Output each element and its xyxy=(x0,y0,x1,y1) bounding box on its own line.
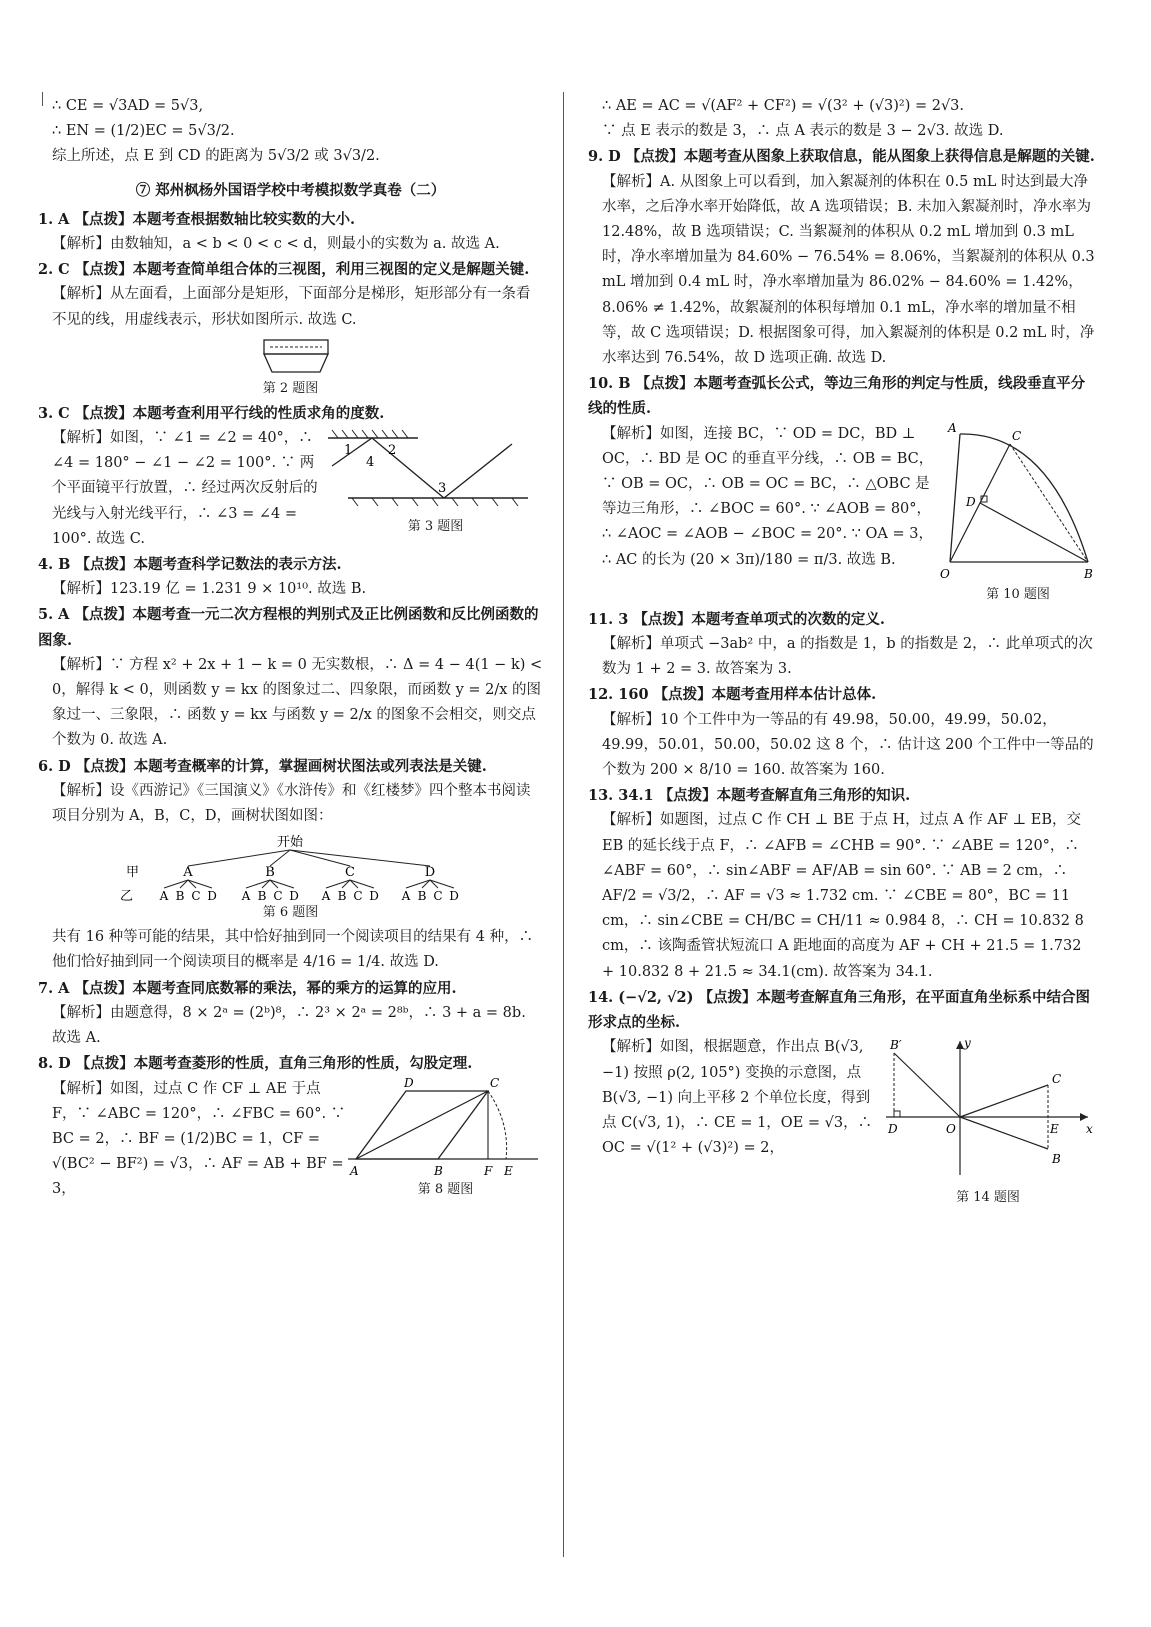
line: ∴ AE = AC = √(AF² + CF²) = √(3² + (√3)²) = 2√3. xyxy=(602,98,965,114)
tree-node: A xyxy=(183,865,193,881)
f14-label: x xyxy=(1086,1122,1093,1137)
figure-3-caption: 第 3 题图 xyxy=(407,519,464,535)
question-13: 13. 34.1 【点拨】本题考查解直角三角形的知识. xyxy=(588,787,911,805)
solution-4: 【解析】123.19 亿 = 1.231 9 × 10¹⁰. 故选 B. xyxy=(52,581,367,598)
f10-label: B xyxy=(1084,566,1093,581)
f14-label: O xyxy=(946,1122,956,1137)
line: ∴ CE = √3AD = 5√3, xyxy=(52,98,204,114)
figure-6-caption: 第 6 题图 xyxy=(262,905,319,921)
f14-label: D xyxy=(888,1122,898,1137)
q8-block xyxy=(38,1077,543,1203)
tree-leaf: A xyxy=(241,889,251,904)
tree-leaf: D xyxy=(289,889,299,904)
figure-3-drawing xyxy=(328,426,543,514)
tree-leaves xyxy=(159,880,459,903)
tree-leaf: C xyxy=(273,889,283,904)
question-1: 1. A 【点拨】本题考查根据数轴比较实数的大小. xyxy=(38,210,356,228)
question-5: 5. A 【点拨】本题考查一元二次方程根的判别式及正比例函数和反比例函数的图象. xyxy=(38,606,539,649)
figure-2-drawing xyxy=(38,336,543,380)
tree-root: 开始 xyxy=(276,835,304,851)
question-3: 3. C 【点拨】本题考查利用平行线的性质求角的度数. xyxy=(38,404,385,422)
tree-leaf: C xyxy=(191,889,201,904)
tree-level2-label: 乙 xyxy=(120,889,134,905)
figure-10-drawing xyxy=(938,422,1098,582)
tree-node: B xyxy=(265,865,275,881)
solution-8: 【解析】如图，过点 C 作 CF ⊥ AE 于点 F，∵ ∠ABC = 120°，∴ ∠FBC = 60°. ∵ BC = 2，∴ BF = (1/2)BC = 1，CF = √(BC² − BF²) = √3，∴ AF = AB + BF = 3， xyxy=(52,1080,346,1198)
f3-label: 4 xyxy=(366,455,375,471)
figure-8-drawing xyxy=(348,1077,543,1177)
f10-label: D xyxy=(966,494,976,509)
tree-leaf: A xyxy=(401,889,411,904)
section-heading: ⑦ 郑州枫杨外国语学校中考模拟数学真卷（二） xyxy=(135,181,446,199)
tree-leaf: D xyxy=(369,889,379,904)
line: ∴ EN = (1/2)EC = 5√3/2. xyxy=(52,123,235,140)
f3-label: 3 xyxy=(438,481,447,497)
f14-label: E xyxy=(1050,1122,1059,1137)
f10-label: C xyxy=(1012,428,1022,443)
solution-7: 【解析】由题意得，8 × 2ᵃ = (2ᵇ)⁸，∴ 2³ × 2ᵃ = 2⁸ᵇ，∴ 3 + a = 8b. 故选 A. xyxy=(52,1004,526,1047)
f10-label: A xyxy=(948,421,957,435)
figure-14 xyxy=(878,1035,1098,1210)
f8-label: F xyxy=(484,1163,493,1177)
figure-14-caption: 第 14 题图 xyxy=(956,1190,1020,1206)
f14-label: y xyxy=(964,1036,971,1051)
question-10: 10. B 【点拨】本题考查弧长公式，等边三角形的判定与性质，线段垂直平分线的性质. xyxy=(588,375,1086,418)
question-11: 11. 3 【点拨】本题考查单项式的次数的定义. xyxy=(588,610,885,628)
f10-label: O xyxy=(940,566,950,581)
solution-2: 【解析】从左面看，上面部分是矩形，下面部分是梯形，矩形部分有一条看不见的线，用虚线表示，形状如图所示. 故选 C. xyxy=(52,286,531,328)
f8-label: D xyxy=(404,1076,414,1090)
f14-label: B′ xyxy=(890,1038,902,1053)
tree-node: C xyxy=(345,865,355,881)
question-14: 14. (−√2, √2) 【点拨】本题考查解直角三角形，在平面直角坐标系中结合图形求点的坐标. xyxy=(588,988,1091,1032)
tree-leaf: B xyxy=(257,889,267,904)
tree-leaf: D xyxy=(207,889,217,904)
figure-10 xyxy=(938,422,1098,607)
figure-3 xyxy=(328,426,543,539)
column-divider xyxy=(563,92,564,1557)
tree-leaf: B xyxy=(417,889,427,904)
figure-10-caption: 第 10 题图 xyxy=(986,586,1050,602)
f3-label: 1 xyxy=(344,443,353,459)
q14-block xyxy=(588,1035,1098,1210)
f14-label: B xyxy=(1052,1152,1061,1167)
tree-node: D xyxy=(424,865,436,881)
question-8: 8. D 【点拨】本题考查菱形的性质，直角三角形的性质，勾股定理. xyxy=(38,1055,473,1073)
right-column xyxy=(588,94,1098,1211)
question-2: 2. C 【点拨】本题考查简单组合体的三视图，利用三视图的定义是解题关键. xyxy=(38,261,530,279)
figure-2-caption: 第 2 题图 xyxy=(262,380,319,396)
solution-6: 【解析】设《西游记》《三国演义》《水浒传》和《红楼梦》四个整本书阅读项目分别为 A，B，C，D，画树状图如图： xyxy=(52,782,531,825)
solution-12: 【解析】10 个工件中为一等品的有 49.98，50.00，49.99，50.02，49.99，50.01，50.00，50.02 这 8 个，∴ 估计这 200 个工件中一等品的个数为 200 × 8/10 = 160. 故答案为 160. xyxy=(602,711,1094,779)
solution-1: 【解析】由数轴知，a < b < 0 < c < d，则最小的实数为 a. 故选 A. xyxy=(52,236,500,253)
figure-8 xyxy=(348,1077,543,1202)
solution-6-cont: 共有 16 种等可能的结果，其中恰好抽到同一个阅读项目的结果有 4 种，∴ 他们恰好抽到同一个阅读项目的概率是 4/16 = 1/4. 故选 D. xyxy=(52,929,534,971)
solution-13: 【解析】如题图，过点 C 作 CH ⊥ BE 于点 H，过点 A 作 AF ⊥ EB，交 EB 的延长线于点 F，∴ ∠AFB = ∠CHB = 90°. ∵ ∠ABE = 120°，∴ ∠ABF = 60°，∴ sin∠ABF = AF/AB = sin 60°. ∵ AB = 2 cm，∴ AF/2 = √3/2，∴ AF = √3 ≈ 1.732 cm. ∵ ∠CBE = 80°，BC = 11 cm，∴ sin∠CBE = CH/BC = CH/11 ≈ 0.984 8，∴ CH = 10.832 8 cm，∴ 该陶盉管状短流口 A 距地面的高度为 AF + CH + 21.5 = 1.732 + 10.832 8 + 21.5 ≈ 34.1(cm). 故答案为 34.1. xyxy=(602,812,1084,980)
tree-leaf: A xyxy=(321,889,331,904)
solution-10: 【解析】如图，连接 BC，∵ OD = DC，BD ⊥ OC，∴ BD 是 OC 的垂直平分线，∴ OB = BC，∵ OB = OC，∴ OB = OC = BC，∴ △OBC 是等边三角形，∴ ∠BOC = 60°. ∵ ∠AOB = 80°，∴ ∠AOC = ∠AOB − ∠BOC = 20°. ∵ OA = 3，∴ AC 的长为 (20 × 3π)/180 = π/3. 故选 B. xyxy=(602,425,934,568)
solution-9: 【解析】A. 从图象上可以看到，加入絮凝剂的体积在 0.5 mL 时达到最大净水率，之后净水率开始降低，故 A 选项错误；B. 未加入絮凝剂时，净水率为 12.48%，故 B 选项错误；C. 当絮凝剂的体积从 0.2 mL 增加到 0.3 mL 时，净水率增加量为 84.60% − 76.54% = 8.06%，当絮凝剂的体积从 0.3 mL 增加到 0.4 mL 时，净水率增加量为 86.02% − 84.60% = 1.42%，8.06% ≠ 1.42%，故絮凝剂的体积每增加 0.1 mL，净水率的增加量不相等，故 C 选项错误；D. 根据图象可得，加入絮凝剂的体积是 0.2 mL 时，净水率达到 76.54%，故 D 选项正确. 故选 D. xyxy=(602,173,1095,367)
tree-leaf: B xyxy=(175,889,185,904)
tree-leaf: A xyxy=(159,889,169,904)
line: 综上所述，点 E 到 CD 的距离为 5√3/2 或 3√3/2. xyxy=(52,148,380,165)
solution-5: 【解析】∵ 方程 x² + 2x + 1 − k = 0 无实数根，∴ Δ = 4 − 4(1 − k) < 0，解得 k < 0，则函数 y = kx 的图象过二、四象限，而函数 y = 2/x 的图象过一、三象限，∴ 函数 y = kx 与函数 y = 2/x 的图象不会相交，则交点个数为 0. 故选 A. xyxy=(52,656,543,749)
figure-2 xyxy=(38,336,543,398)
f8-label: C xyxy=(490,1076,500,1090)
figure-14-drawing xyxy=(878,1035,1098,1185)
solution-14: 【解析】如图，根据题意，作出点 B(√3, −1) 按照 ρ(2, 105°) 变换的示意图，点 B(√3, −1) 向上平移 2 个单位长度，得到点 C(√3, 1)，∴ CE = 1，OE = √3，∴ OC = √(1² + (√3)²) = 2， xyxy=(602,1039,873,1157)
tree-leaf: D xyxy=(449,889,459,904)
question-4: 4. B 【点拨】本题考查科学记数法的表示方法. xyxy=(38,556,342,574)
question-12: 12. 160 【点拨】本题考查用样本估计总体. xyxy=(588,686,877,704)
solution-11: 【解析】单项式 −3ab² 中，a 的指数是 1，b 的指数是 2，∴ 此单项式的次数为 1 + 2 = 3. 故答案为 3. xyxy=(602,636,1093,678)
figure-6 xyxy=(38,832,543,922)
f3-label: 2 xyxy=(388,443,397,459)
f8-label: E xyxy=(504,1163,513,1177)
tree-leaf: C xyxy=(433,889,443,904)
tree-leaf: B xyxy=(337,889,347,904)
f8-label: B xyxy=(434,1163,443,1177)
line: ∵ 点 E 表示的数是 3，∴ 点 A 表示的数是 3 − 2√3. 故选 D. xyxy=(602,123,1004,140)
q10-block xyxy=(588,422,1098,607)
figure-8-caption: 第 8 题图 xyxy=(417,1181,474,1197)
q3-block xyxy=(38,426,543,552)
f8-label: A xyxy=(350,1163,359,1177)
question-7: 7. A 【点拨】本题考查同底数幂的乘法，幂的乘方的运算的应用. xyxy=(38,979,457,997)
question-6: 6. D 【点拨】本题考查概率的计算，掌握画树状图法或列表法是关键. xyxy=(38,757,487,775)
left-column xyxy=(38,94,543,1203)
tree-leaf: C xyxy=(353,889,363,904)
tree-level1-label: 甲 xyxy=(126,865,140,881)
f14-label: C xyxy=(1052,1072,1062,1087)
question-9: 9. D 【点拨】本题考查从图象上获取信息，能从图象上获得信息是解题的关键. xyxy=(588,148,1095,166)
tree-diagram xyxy=(38,832,543,904)
solution-3: 【解析】如图，∵ ∠1 = ∠2 = 40°，∴ ∠4 = 180° − ∠1 − ∠2 = 100°. ∵ 两个平面镜平行放置，∴ 经过两次反射后的光线与入射光线平行，∴ ∠3 = ∠4 = 100°. 故选 C. xyxy=(52,430,318,547)
